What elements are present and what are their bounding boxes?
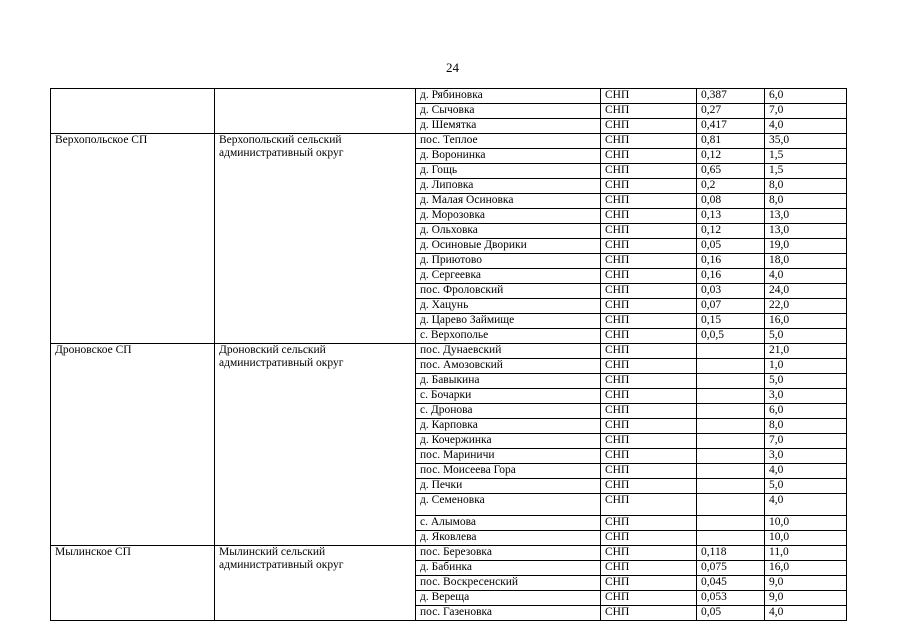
settlement-distance-cell: 10,0 xyxy=(765,516,847,531)
settlement-area-cell xyxy=(697,344,765,359)
settlement-area-cell: 0,2 xyxy=(697,179,765,194)
settlement-distance-cell: 5,0 xyxy=(765,479,847,494)
table-row xyxy=(51,546,847,561)
settlement-distance-cell: 21,0 xyxy=(765,344,847,359)
settlement-distance-cell: 9,0 xyxy=(765,576,847,591)
settlement-distance-cell: 1,0 xyxy=(765,359,847,374)
settlement-name-cell: пос. Амозовский xyxy=(416,359,601,374)
settlement-distance-cell: 3,0 xyxy=(765,449,847,464)
settlement-distance-cell: 4,0 xyxy=(765,269,847,284)
settlement-name-cell: д. Рябиновка xyxy=(416,89,601,104)
settlement-type-cell: СНП xyxy=(601,104,697,119)
settlement-type-cell: СНП xyxy=(601,119,697,134)
settlement-name-cell: с. Бочарки xyxy=(416,389,601,404)
settlement-name-cell: с. Верхополье xyxy=(416,329,601,344)
settlement-name-cell: д. Хацунь xyxy=(416,299,601,314)
settlement-distance-cell: 1,5 xyxy=(765,164,847,179)
settlement-area-cell: 0,12 xyxy=(697,149,765,164)
settlement-type-cell: СНП xyxy=(601,344,697,359)
settlement-distance-cell: 13,0 xyxy=(765,224,847,239)
settlement-distance-cell: 13,0 xyxy=(765,209,847,224)
settlement-name-cell: д. Шемятка xyxy=(416,119,601,134)
settlement-name-cell: д. Печки xyxy=(416,479,601,494)
settlement-distance-cell: 6,0 xyxy=(765,89,847,104)
settlement-name-cell: с. Алымова xyxy=(416,516,601,531)
settlement-type-cell: СНП xyxy=(601,494,697,516)
settlement-distance-cell: 11,0 xyxy=(765,546,847,561)
settlement-name-cell: д. Царево Займище xyxy=(416,314,601,329)
table-row xyxy=(51,344,847,359)
settlement-distance-cell: 35,0 xyxy=(765,134,847,149)
settlement-distance-cell: 24,0 xyxy=(765,284,847,299)
settlement-district-cell: Дроновское СП xyxy=(51,344,215,546)
settlement-name-cell: пос. Газеновка xyxy=(416,606,601,621)
settlement-area-cell: 0,16 xyxy=(697,254,765,269)
settlement-type-cell: СНП xyxy=(601,209,697,224)
settlements-table-body xyxy=(51,89,847,621)
settlement-name-cell: д. Гощь xyxy=(416,164,601,179)
settlement-type-cell: СНП xyxy=(601,179,697,194)
settlement-distance-cell: 7,0 xyxy=(765,434,847,449)
settlement-name-cell: д. Липовка xyxy=(416,179,601,194)
settlement-distance-cell: 8,0 xyxy=(765,179,847,194)
settlement-type-cell: СНП xyxy=(601,479,697,494)
settlement-type-cell: СНП xyxy=(601,149,697,164)
settlement-name-cell: д. Бабинка xyxy=(416,561,601,576)
settlement-distance-cell: 4,0 xyxy=(765,464,847,479)
settlement-distance-cell: 8,0 xyxy=(765,194,847,209)
settlement-distance-cell: 4,0 xyxy=(765,494,847,516)
admin-okrug-cell xyxy=(215,89,416,134)
settlement-type-cell: СНП xyxy=(601,591,697,606)
settlement-name-cell: д. Вереща xyxy=(416,591,601,606)
settlement-area-cell xyxy=(697,404,765,419)
settlement-area-cell: 0,053 xyxy=(697,591,765,606)
settlement-area-cell: 0,65 xyxy=(697,164,765,179)
settlement-name-cell: д. Ольховка xyxy=(416,224,601,239)
settlement-area-cell: 0,16 xyxy=(697,269,765,284)
settlement-name-cell: д. Приютово xyxy=(416,254,601,269)
settlement-area-cell xyxy=(697,374,765,389)
settlement-area-cell: 0,118 xyxy=(697,546,765,561)
settlement-area-cell: 0,12 xyxy=(697,224,765,239)
settlement-distance-cell: 6,0 xyxy=(765,404,847,419)
settlement-type-cell: СНП xyxy=(601,389,697,404)
settlement-distance-cell: 4,0 xyxy=(765,606,847,621)
settlement-type-cell: СНП xyxy=(601,329,697,344)
admin-okrug-cell: Верхопольский сельский административный округ xyxy=(215,134,416,344)
settlement-area-cell xyxy=(697,516,765,531)
table-row xyxy=(51,89,847,104)
settlements-table xyxy=(50,88,847,621)
settlement-distance-cell: 3,0 xyxy=(765,389,847,404)
settlement-name-cell: д. Сычовка xyxy=(416,104,601,119)
settlement-type-cell: СНП xyxy=(601,434,697,449)
settlement-area-cell: 0,07 xyxy=(697,299,765,314)
settlement-type-cell: СНП xyxy=(601,269,697,284)
settlement-area-cell: 0,08 xyxy=(697,194,765,209)
settlement-type-cell: СНП xyxy=(601,194,697,209)
settlement-name-cell: с. Дронова xyxy=(416,404,601,419)
settlement-type-cell: СНП xyxy=(601,531,697,546)
settlement-type-cell: СНП xyxy=(601,546,697,561)
settlement-type-cell: СНП xyxy=(601,419,697,434)
settlement-distance-cell: 7,0 xyxy=(765,104,847,119)
settlement-distance-cell: 5,0 xyxy=(765,374,847,389)
table-row xyxy=(51,134,847,149)
settlement-area-cell xyxy=(697,419,765,434)
settlement-type-cell: СНП xyxy=(601,254,697,269)
settlement-type-cell: СНП xyxy=(601,449,697,464)
settlement-name-cell: д. Бавыкина xyxy=(416,374,601,389)
settlement-name-cell: пос. Воскресенский xyxy=(416,576,601,591)
settlement-area-cell xyxy=(697,389,765,404)
settlement-area-cell: 0,13 xyxy=(697,209,765,224)
settlement-name-cell: пос. Моисеева Гора xyxy=(416,464,601,479)
page-number: 24 xyxy=(446,60,459,75)
settlement-area-cell: 0,417 xyxy=(697,119,765,134)
settlement-distance-cell: 9,0 xyxy=(765,591,847,606)
settlement-area-cell xyxy=(697,479,765,494)
settlement-area-cell xyxy=(697,531,765,546)
settlement-type-cell: СНП xyxy=(601,516,697,531)
settlement-area-cell: 0,05 xyxy=(697,239,765,254)
settlement-type-cell: СНП xyxy=(601,359,697,374)
settlement-area-cell: 0,27 xyxy=(697,104,765,119)
settlement-district-cell xyxy=(51,89,215,134)
settlement-type-cell: СНП xyxy=(601,374,697,389)
settlement-type-cell: СНП xyxy=(601,404,697,419)
settlement-area-cell: 0,075 xyxy=(697,561,765,576)
settlement-type-cell: СНП xyxy=(601,224,697,239)
settlement-name-cell: д. Кочержинка xyxy=(416,434,601,449)
settlement-name-cell: пос. Березовка xyxy=(416,546,601,561)
settlement-area-cell xyxy=(697,434,765,449)
settlement-name-cell: д. Осиновые Дворики xyxy=(416,239,601,254)
settlement-type-cell: СНП xyxy=(601,239,697,254)
settlement-name-cell: д. Карповка xyxy=(416,419,601,434)
settlement-distance-cell: 4,0 xyxy=(765,119,847,134)
settlement-name-cell: д. Воронинка xyxy=(416,149,601,164)
settlement-distance-cell: 16,0 xyxy=(765,561,847,576)
settlement-area-cell xyxy=(697,494,765,516)
settlement-district-cell: Мылинское СП xyxy=(51,546,215,621)
settlement-area-cell: 0,0,5 xyxy=(697,329,765,344)
admin-okrug-cell: Мылинский сельский административный округ xyxy=(215,546,416,621)
settlement-distance-cell: 22,0 xyxy=(765,299,847,314)
settlement-distance-cell: 8,0 xyxy=(765,419,847,434)
settlement-area-cell xyxy=(697,359,765,374)
settlement-area-cell xyxy=(697,464,765,479)
settlement-area-cell: 0,81 xyxy=(697,134,765,149)
settlement-type-cell: СНП xyxy=(601,134,697,149)
settlement-name-cell: д. Семеновка xyxy=(416,494,601,516)
settlement-area-cell: 0,387 xyxy=(697,89,765,104)
settlement-name-cell: д. Яковлева xyxy=(416,531,601,546)
settlement-distance-cell: 1,5 xyxy=(765,149,847,164)
settlement-area-cell: 0,045 xyxy=(697,576,765,591)
settlement-type-cell: СНП xyxy=(601,284,697,299)
settlement-type-cell: СНП xyxy=(601,314,697,329)
settlement-distance-cell: 19,0 xyxy=(765,239,847,254)
settlement-name-cell: д. Малая Осиновка xyxy=(416,194,601,209)
settlement-area-cell: 0,05 xyxy=(697,606,765,621)
settlement-distance-cell: 5,0 xyxy=(765,329,847,344)
settlement-name-cell: д. Сергеевка xyxy=(416,269,601,284)
settlement-district-cell: Верхопольское СП xyxy=(51,134,215,344)
settlement-distance-cell: 10,0 xyxy=(765,531,847,546)
settlement-name-cell: пос. Дунаевский xyxy=(416,344,601,359)
settlement-type-cell: СНП xyxy=(601,164,697,179)
settlement-area-cell: 0,03 xyxy=(697,284,765,299)
settlement-name-cell: пос. Фроловский xyxy=(416,284,601,299)
settlement-type-cell: СНП xyxy=(601,606,697,621)
settlement-name-cell: пос. Мариничи xyxy=(416,449,601,464)
settlement-type-cell: СНП xyxy=(601,561,697,576)
settlement-type-cell: СНП xyxy=(601,299,697,314)
settlement-type-cell: СНП xyxy=(601,464,697,479)
settlement-distance-cell: 18,0 xyxy=(765,254,847,269)
settlement-distance-cell: 16,0 xyxy=(765,314,847,329)
settlement-name-cell: пос. Теплое xyxy=(416,134,601,149)
settlement-area-cell xyxy=(697,449,765,464)
settlement-area-cell: 0,15 xyxy=(697,314,765,329)
settlement-name-cell: д. Морозовка xyxy=(416,209,601,224)
settlement-type-cell: СНП xyxy=(601,89,697,104)
settlement-type-cell: СНП xyxy=(601,576,697,591)
admin-okrug-cell: Дроновский сельский административный округ xyxy=(215,344,416,546)
